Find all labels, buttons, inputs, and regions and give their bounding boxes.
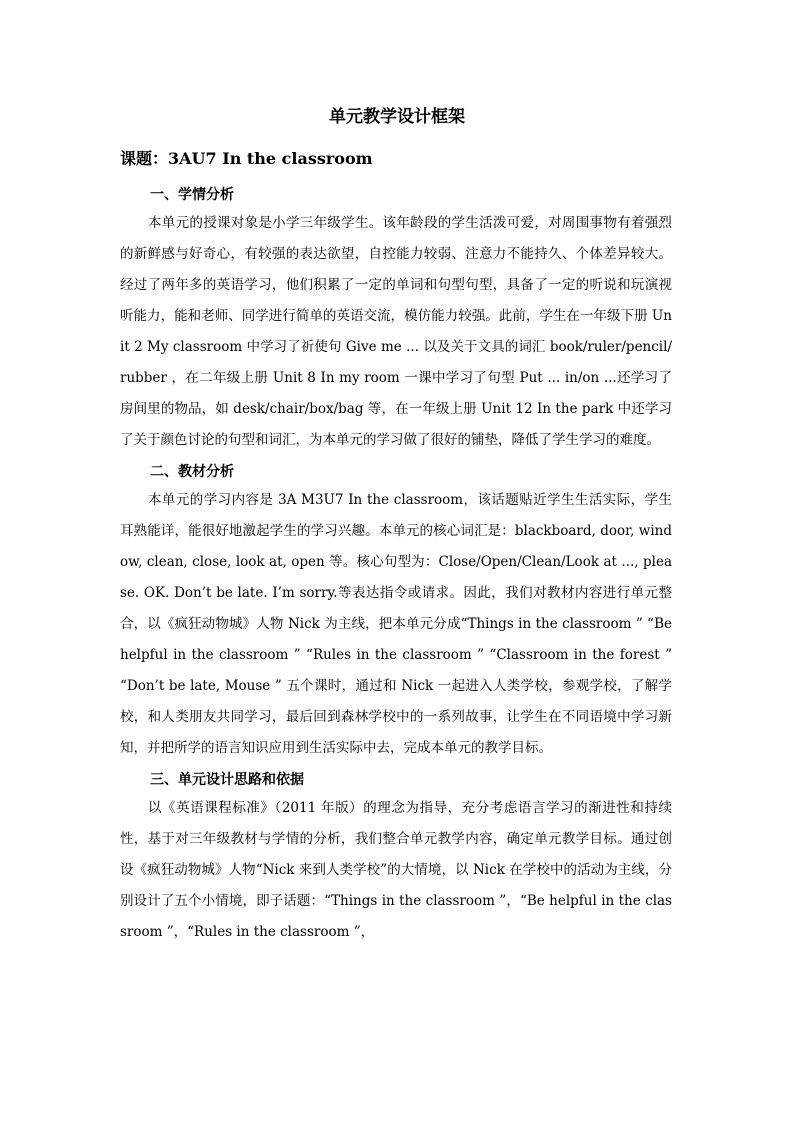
section-heading-learner-analysis: 一、学情分析: [150, 187, 234, 203]
course-title: 课题：3AU7 In the classroom: [120, 149, 373, 168]
document-title: 单元教学设计框架: [329, 107, 465, 127]
section-paragraph-learner-analysis: 本单元的授课对象是小学三年级学生。该年龄段的学生活泼可爱，对周围事物有着强烈的新鲜感与好奇心，有较强的表达欲望，自控能力较弱、注意力不能持久、个体差异较大。经过了两年多的英语学习，他们积累了一定的单词和句型句型，具备了一定的听说和玩演视听能力，能和老师、同学进行简单的英语交流，模仿能力较强。此前，学生在一年级下册 Unit 2 My classroom 中学习了祈使句 Give me ... 以及关于文具的词汇 book/ruler/pencil/rubber ，在二年级上册 Unit 8 In my room 一课中学习了句型 Put ... in/on ...还学习了房间里的物品，如 desk/chair/box/bag 等，在一年级上册 Unit 12 In the park 中还学习了关于颜色讨论的句型和词汇，为本单元的学习做了很好的铺垫，降低了学生学习的难度。: [120, 215, 672, 448]
section-heading-textbook-analysis: 二、教材分析: [150, 464, 234, 480]
document-body: [120, 182, 672, 948]
section-paragraph-design-rationale: 以《英语课程标准》（2011 年版）的理念为指导，充分考虑语言学习的渐进性和持续性，基于对三年级教材与学情的分析，我们整合单元教学内容，确定单元教学目标。通过创设《疯狂动物城》人物“Nick 来到人类学校”的大情境，以 Nick 在学校中的活动为主线，分别设计了五个小情境，即子话题：“Things in the classroom ”，“Be helpful in the classroom ”，“Rules in the classroom ”，: [120, 800, 672, 940]
section-heading-design-rationale: 三、单元设计思路和依据: [150, 772, 304, 788]
section-paragraph-textbook-analysis: 本单元的学习内容是 3A M3U7 In the classroom，该话题贴近学生生活实际，学生耳熟能详，能很好地激起学生的学习兴趣。本单元的核心词汇是：blackboard, door, window, clean, close, look at, open 等。核心句型为：Close/Open/Clean/Look at ..., please. OK. Don’t be late. I’m sorry.等表达指令或请求。因此，我们对教材内容进行单元整合，以《疯狂动物城》人物 Nick 为主线，把本单元分成“Things in the classroom ” “Be helpful in the classroom ” “Rules in the classroom ” “Classroom in the forest ” “Don’t be late, Mouse ” 五个课时，通过和 Nick 一起进入人类学校，参观学校，了解学校，和人类朋友共同学习，最后回到森林学校中的一系列故事，让学生在不同语境中学习新知，并把所学的语言知识应用到生活实际中去，完成本单元的教学目标。: [120, 492, 672, 756]
